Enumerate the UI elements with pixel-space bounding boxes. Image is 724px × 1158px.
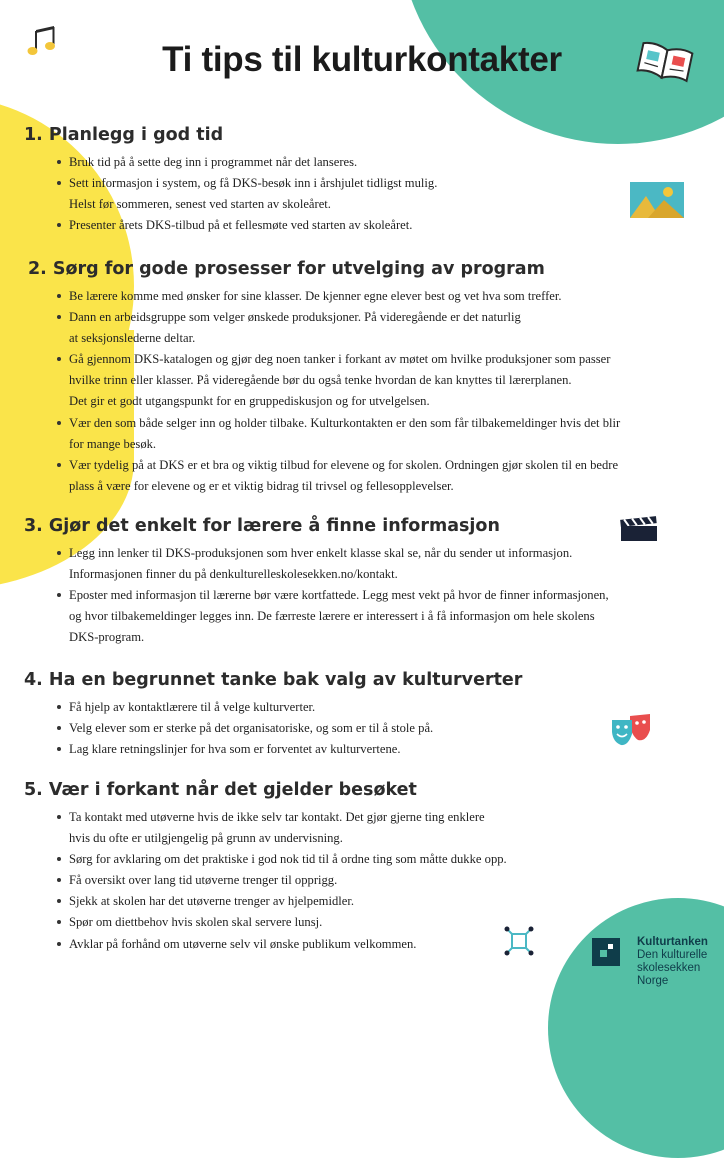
logo-brand: Kulturtanken [637,936,708,948]
logo-line-1: Den kulturelle [637,949,708,961]
bullet-list [0,697,690,760]
list-item: Dann en arbeidsgruppe som velger ønskede produksjoner. På videregående er det naturlig at seksjonslederne deltar. [69,307,690,349]
list-item: Eposter med informasjon til lærerne bør være kortfattede. Legg mest vekt på hvor de finner informasjonen, og hvor tilbakemeldinger legges inn. De færreste lærere er interessert i å få informasjon om hele skolens DKS-program. [69,585,690,648]
bullet-list [0,543,690,648]
list-item: Sjekk at skolen har det utøverne trenger av hjelpemidler. [69,891,690,912]
list-item: Avklar på forhånd om utøverne selv vil ønske publikum velkommen. [69,934,690,955]
list-item: Legg inn lenker til DKS-produksjonen som hver enkelt klasse skal se, når du sender ut informasjon. Informasjonen finner du på denkulturelleskolesekken.no/kontakt. [69,543,690,585]
section-4 [0,669,690,760]
list-item: Velg elever som er sterke på det organisatoriske, og som er til å stole på. [69,718,690,739]
list-item: Vær tydelig på at DKS er et bra og viktig tilbud for elevene og for skolen. Ordningen gjør skolen til en bedre plass å være for elevene og er et viktig bidrag til trivsel og fellesopplevelser. [69,455,690,497]
section-2 [0,258,690,497]
list-item: Be lærere komme med ønsker for sine klasser. De kjenner egne elever best og vet hva som treffer. [69,286,690,307]
section-3 [0,515,690,648]
bullet-list [0,286,690,497]
section-heading: 4. Ha en begrunnet tanke bak valg av kulturverter [24,670,523,690]
section-5 [0,779,690,955]
section-heading: 3. Gjør det enkelt for lærere å finne informasjon [24,516,500,536]
list-item: Vær den som både selger inn og holder tilbake. Kulturkontakten er den som får tilbakemeldinger hvis det blir for mange besøk. [69,413,690,455]
logo-line-2: skolesekken [637,962,701,974]
list-item: Sett informasjon i system, og få DKS-besøk inn i årshjulet tidligst mulig. Helst før sommeren, senest ved starten av skoleåret. [69,173,690,215]
list-item: Bruk tid på å sette deg inn i programmet når det lanseres. [69,152,690,173]
list-item: Presenter årets DKS-tilbud på et fellesmøte ved starten av skoleåret. [69,215,690,236]
bullet-list [0,807,690,955]
list-item: Gå gjennom DKS-katalogen og gjør deg noen tanker i forkant av møtet om hvilke produksjoner som passer hvilke trinn eller klasser. På videregående bør du også tenke hvordan de kan knyttes til lærerplanen. Det gir et godt utgangspunkt for en gruppediskusjon og for utvelgelsen. [69,349,690,412]
list-item: Ta kontakt med utøverne hvis de ikke selv tar kontakt. Det gjør gjerne ting enklere hvis du ofte er utilgjengelig på grunn av undervisning. [69,807,690,849]
list-item: Spør om diettbehov hvis skolen skal servere lunsj. [69,912,690,933]
section-1 [0,124,690,236]
section-heading: 5. Vær i forkant når det gjelder besøket [24,780,417,800]
section-heading: 2. Sørg for gode prosesser for utvelging av program [28,259,545,279]
page-title: Ti tips til kulturkontakter [162,40,562,79]
list-item: Sørg for avklaring om det praktiske i god nok tid til å ordne ting som måtte dukke opp. [69,849,690,870]
list-item: Lag klare retningslinjer for hva som er forventet av kulturvertene. [69,739,690,760]
bullet-list [0,152,690,236]
list-item: Få hjelp av kontaktlærere til å velge kulturverter. [69,697,690,718]
list-item: Få oversikt over lang tid utøverne trenger til opprigg. [69,870,690,891]
section-heading: 1. Planlegg i god tid [24,125,224,145]
logo-line-3: Norge [637,975,669,987]
